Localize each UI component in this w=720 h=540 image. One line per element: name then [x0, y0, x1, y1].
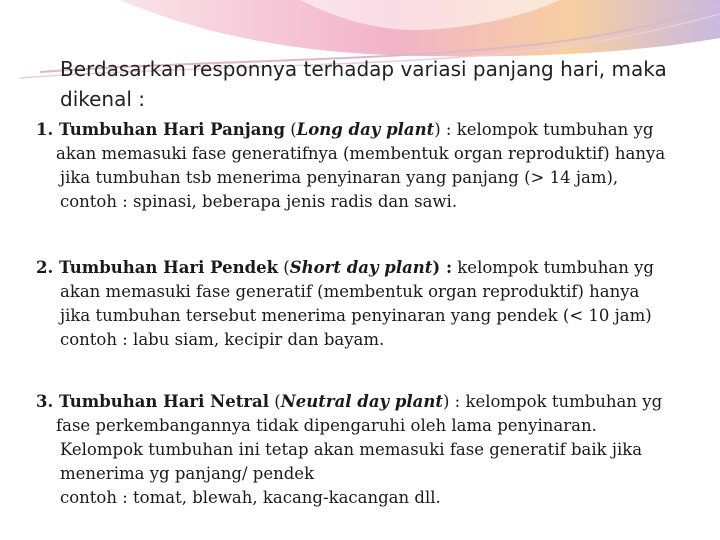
item-line-3: jika tumbuhan tsb menerima penyinaran yang panjang (> 14 jam), [60, 168, 619, 187]
paren-open: ( [269, 392, 281, 411]
item-line-2: akan memasuki fase generatifnya (membentuk organ reproduktif) hanya [56, 144, 666, 163]
intro-line-1: Berdasarkan responnya terhadap variasi panjang hari, maka [60, 57, 667, 81]
item-term: Short day plant [289, 258, 433, 277]
item-title: 2. Tumbuhan Hari Pendek [36, 258, 279, 277]
list-item-long-day-plant [36, 118, 706, 214]
item-example: contoh : spinasi, beberapa jenis radis dan sawi. [60, 192, 458, 211]
item-line-3: jika tumbuhan tersebut menerima penyinaran yang pendek (< 10 jam) [60, 306, 652, 325]
paren-close: ) [442, 392, 450, 411]
item-definition-start: : kelompok tumbuhan yg [440, 120, 654, 139]
item-title: 1. Tumbuhan Hari Panjang [36, 120, 285, 139]
item-term: Neutral day plant [280, 392, 443, 411]
paren-close: ) : [432, 258, 453, 277]
intro-text [60, 54, 700, 114]
item-line-4: menerima yg panjang/ pendek [60, 464, 315, 483]
paren-open: ( [284, 120, 297, 139]
item-line-2: akan memasuki fase generatif (membentuk organ reproduktif) hanya [60, 282, 640, 301]
item-definition-start: kelompok tumbuhan yg [452, 258, 654, 277]
paren-open: ( [278, 258, 290, 277]
item-heading-line [36, 390, 706, 414]
item-example: contoh : labu siam, kecipir dan bayam. [60, 330, 385, 349]
list-item-neutral-day-plant [36, 390, 706, 510]
item-title: 3. Tumbuhan Hari Netral [36, 392, 269, 411]
intro-line-2: dikenal : [60, 87, 146, 111]
paren-close: ) [434, 120, 441, 139]
item-term: Long day plant [296, 120, 435, 139]
item-line-3: Kelompok tumbuhan ini tetap akan memasuki fase generatif baik jika [60, 440, 643, 459]
item-definition-start: : kelompok tumbuhan yg [449, 392, 663, 411]
item-example: contoh : tomat, blewah, kacang-kacangan dll. [60, 488, 441, 507]
item-heading-line [36, 118, 706, 142]
list-item-short-day-plant [36, 256, 706, 352]
item-line-2: fase perkembangannya tidak dipengaruhi oleh lama penyinaran. [56, 416, 597, 435]
item-heading-line [36, 256, 706, 280]
